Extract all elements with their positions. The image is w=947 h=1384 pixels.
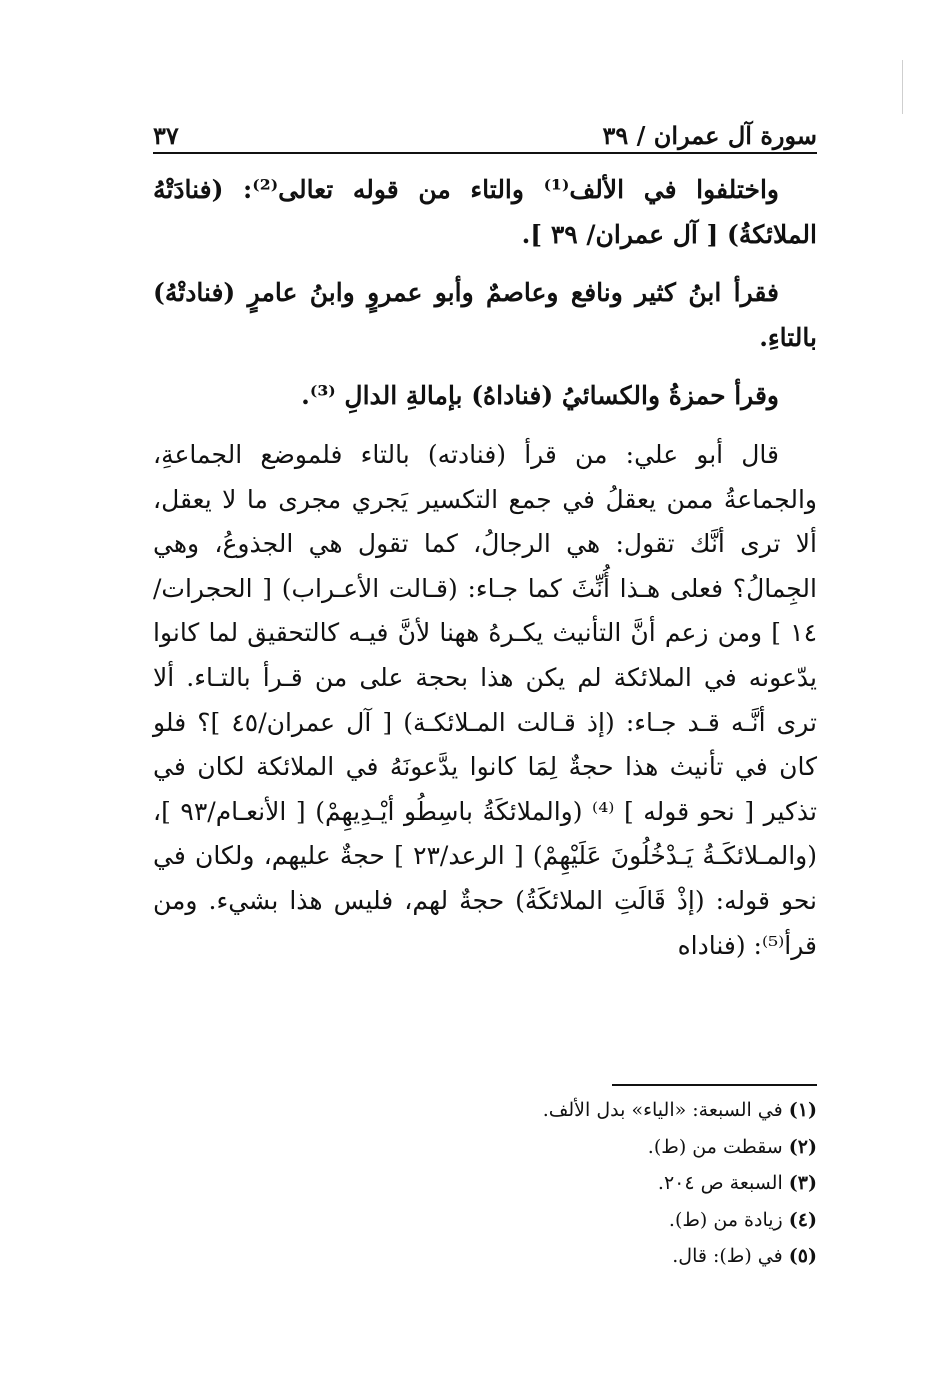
paragraph-3: وقرأ حمزةُ والكسائيُ (فناداهُ) بإمالةِ الدالِ ⁽³⁾. — [301, 381, 779, 411]
paragraph-2: فقرأ ابنُ كثير ونافع وعاصمٌ وأبو عمروٍ وابنُ عامرٍ (فنادتْهُ) بالتاءِ. — [153, 278, 817, 352]
header-rule — [153, 152, 817, 154]
footnote-number: (١) — [788, 1099, 817, 1121]
footnote-text: في (ط): قال. — [672, 1245, 783, 1267]
footnote-number: (٣) — [788, 1172, 817, 1194]
footnote-text: سقطت من (ط). — [647, 1135, 783, 1158]
footnote-text: في السبعة: «الياء» بدل الألف. — [542, 1099, 783, 1121]
footnote-1 — [153, 1092, 817, 1129]
scan-edge-mark — [902, 60, 903, 114]
footnotes — [153, 1092, 817, 1275]
footnote-text: السبعة ص ٢٠٤. — [657, 1172, 783, 1194]
page-number: ٣٧ — [153, 121, 179, 150]
footnote-text: زيادة من (ط). — [668, 1208, 783, 1231]
footnote-2 — [153, 1129, 817, 1166]
footnote-number: (٥) — [788, 1245, 817, 1267]
paragraph-1: واختلفوا في الألف⁽¹⁾ والتاء من قوله تعالى⁽²⁾: (فنادَتْهُ الملائكةُ) [ آل عمران/ ٣٩ ]. — [153, 175, 817, 249]
paragraph-4: قال أبو علي: من قرأ (فنادته) بالتاء فلموضع الجماعةِ، والجماعةُ ممن يعقلُ في جمع التكسير يَجري مجرى ما لا يعقل، ألا ترى أنَّك تقول: هي الرجالُ، كما تقول هي الجذوعُ، وهي الجِمالُ؟ فعلى هـذا أُنِّثَ كما جـاء: (قـالت الأعـراب) [ الحجرات/١٤ ] ومن زعم أنَّ التأنيث يكـرهُ ههنا لأنَّ فيـه كالتحقيق لما كانوا يدّعونه في الملائكة لم يكن هذا بحجة على من قـرأ بالتـاء. ألا ترى أنَّـه قـد جـاء: (إذ قـالت المـلائكـة) [ آل عمران/٤٥ ]؟ فلو كان في تأنيث هذا حجةٌ لِمَا كانوا يدَّعونَهُ في الملائكة لكان في تذكير [ نحو قوله ] ⁽⁴⁾ (والملائكَةُ باسِطُو أيْـدِيهِمْ) [ الأنعـام/٩٣ ]، (والمـلائكَـةُ يَـدْخُلُونَ عَلَيْهِمْ) [ الرعد/٢٣ ] حجةٌ عليهم، ولكان في نحو قوله: (إذْ قَالَتِ الملائكَةُ) حجةٌ لهم، فليس هذا بشيء. ومن قرأ⁽⁵⁾: (فناداه — [153, 439, 817, 960]
footnote-4 — [153, 1202, 817, 1239]
footnote-rule — [612, 1084, 817, 1086]
running-title: سورة آل عمران / ٣٩ — [602, 121, 817, 150]
footnote-5 — [153, 1238, 817, 1275]
footnote-number: (٤) — [788, 1208, 817, 1231]
footnote-3 — [153, 1165, 817, 1202]
footnote-number: (٢) — [788, 1135, 817, 1158]
page-header — [153, 112, 817, 150]
main-text — [153, 168, 817, 968]
